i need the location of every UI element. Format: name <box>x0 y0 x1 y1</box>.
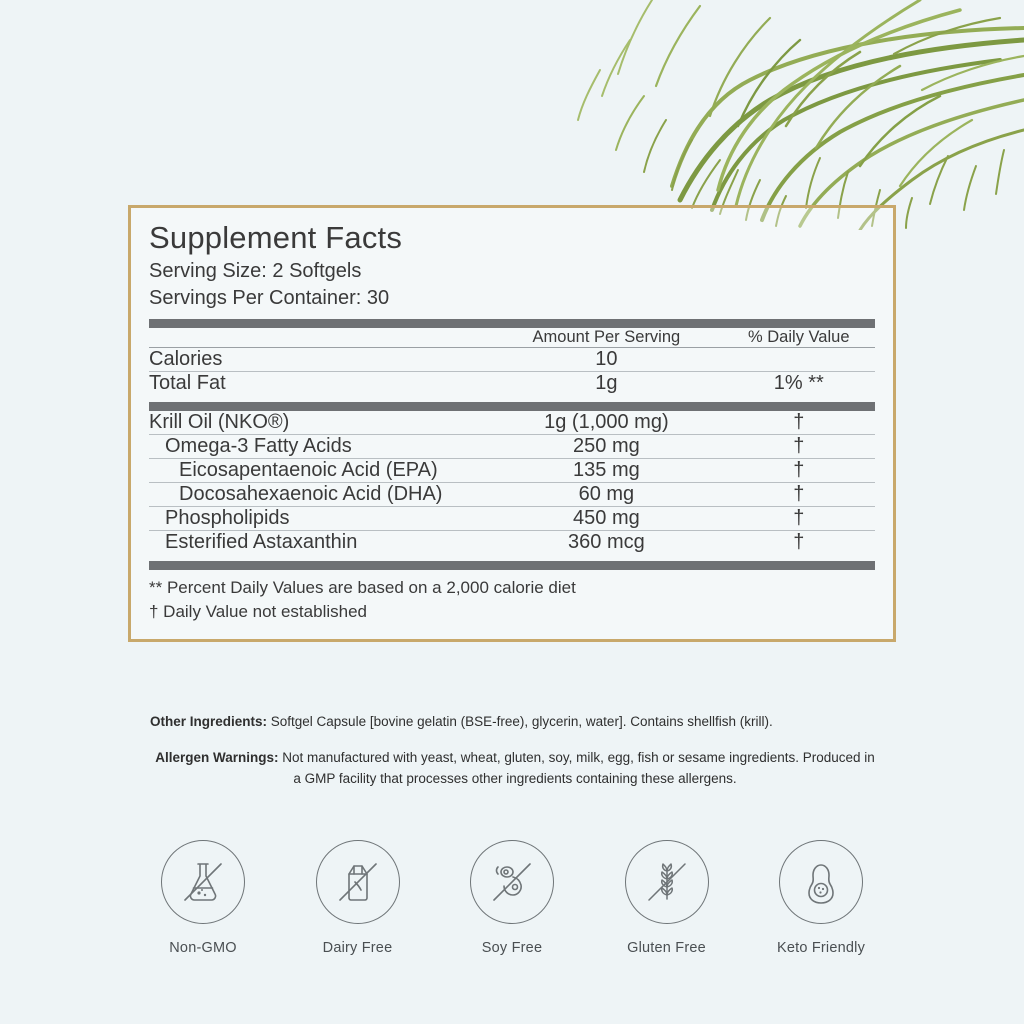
table-row <box>149 434 875 458</box>
table-row <box>149 530 875 554</box>
row-daily-value: † <box>723 506 875 530</box>
row-label: Esterified Astaxanthin <box>165 530 358 553</box>
row-label: Calories <box>149 348 490 372</box>
page-title: Supplement Facts <box>149 220 403 255</box>
badge-label: Soy Free <box>481 940 543 956</box>
table-header-row <box>149 328 875 347</box>
badge-label: Dairy Free <box>322 940 393 956</box>
badge-keto-friendly <box>746 840 896 956</box>
seaweed-illustration <box>300 0 1024 230</box>
badge-label: Non-GMO <box>169 940 237 956</box>
row-daily-value: 1% ** <box>773 371 824 394</box>
divider-thick-top <box>149 319 875 328</box>
footnotes <box>149 570 875 625</box>
badge-row <box>128 840 896 956</box>
allergen-warnings-paragraph <box>150 748 880 789</box>
other-ingredients-text: Softgel Capsule [bovine gelatin (BSE-free), glycerin, water]. Contains shellfish (krill). <box>267 714 773 729</box>
table-row <box>149 506 875 530</box>
soy-bean-icon <box>470 840 554 924</box>
nutrition-table <box>149 328 875 347</box>
badge-gluten-free <box>592 840 742 956</box>
row-daily-value: † <box>723 458 875 482</box>
badge-soy-free <box>437 840 587 956</box>
serving-size: Serving Size: 2 Softgels <box>149 259 362 282</box>
row-daily-value: † <box>793 530 805 553</box>
row-label: Krill Oil (NKO®) <box>149 411 490 435</box>
table-row <box>149 482 875 506</box>
row-label: Eicosapentaenoic Acid (EPA) <box>149 458 490 482</box>
table-row <box>149 411 875 435</box>
table-row <box>149 348 875 372</box>
column-header-amount: Amount Per Serving <box>532 327 681 346</box>
row-amount: 360 mcg <box>568 530 645 553</box>
row-label: Total Fat <box>149 371 226 394</box>
allergen-warnings-text: Not manufactured with yeast, wheat, gluten, soy, milk, egg, fish or sesame ingredients. Produced in a GMP facility that processes other ingredients containing these allergens. <box>278 750 875 786</box>
divider-thick-middle <box>149 402 875 411</box>
row-amount: 1g (1,000 mg) <box>490 411 722 435</box>
nutrition-rows-bottom <box>149 411 875 554</box>
row-amount: 450 mg <box>490 506 722 530</box>
flask-no-gmo-icon <box>161 840 245 924</box>
ingredients-section <box>150 712 880 805</box>
row-amount: 10 <box>490 348 722 372</box>
other-ingredients-label: Other Ingredients: <box>150 714 268 729</box>
column-header-daily-value: % Daily Value <box>748 327 850 346</box>
footnote-daily-values: ** Percent Daily Values are based on a 2,000 calorie diet <box>149 577 576 597</box>
row-amount: 1g <box>595 371 618 394</box>
table-row <box>149 371 875 395</box>
row-amount: 250 mg <box>490 434 722 458</box>
row-daily-value: † <box>723 434 875 458</box>
badge-dairy-free <box>283 840 433 956</box>
row-label: Docosahexaenoic Acid (DHA) <box>149 482 490 506</box>
supplement-facts-panel <box>128 205 896 642</box>
badge-non-gmo <box>128 840 278 956</box>
nutrition-rows-top <box>149 348 875 395</box>
milk-carton-icon <box>316 840 400 924</box>
allergen-warnings-label: Allergen Warnings: <box>155 750 279 766</box>
badge-label: Gluten Free <box>627 940 706 956</box>
row-daily-value: † <box>723 411 875 435</box>
row-label: Phospholipids <box>149 506 490 530</box>
avocado-icon <box>779 840 863 924</box>
other-ingredients-paragraph <box>150 712 880 732</box>
wheat-icon <box>625 840 709 924</box>
row-daily-value <box>723 348 875 372</box>
divider-thick-bottom <box>149 561 875 570</box>
row-amount: 135 mg <box>490 458 722 482</box>
table-row <box>149 458 875 482</box>
row-amount: 60 mg <box>490 482 722 506</box>
column-header-name <box>149 328 490 347</box>
row-daily-value: † <box>723 482 875 506</box>
row-label: Omega-3 Fatty Acids <box>149 434 490 458</box>
footnote-dagger: † Daily Value not established <box>149 602 367 622</box>
badge-label: Keto Friendly <box>776 940 866 956</box>
servings-per-container: Servings Per Container: 30 <box>149 286 390 309</box>
